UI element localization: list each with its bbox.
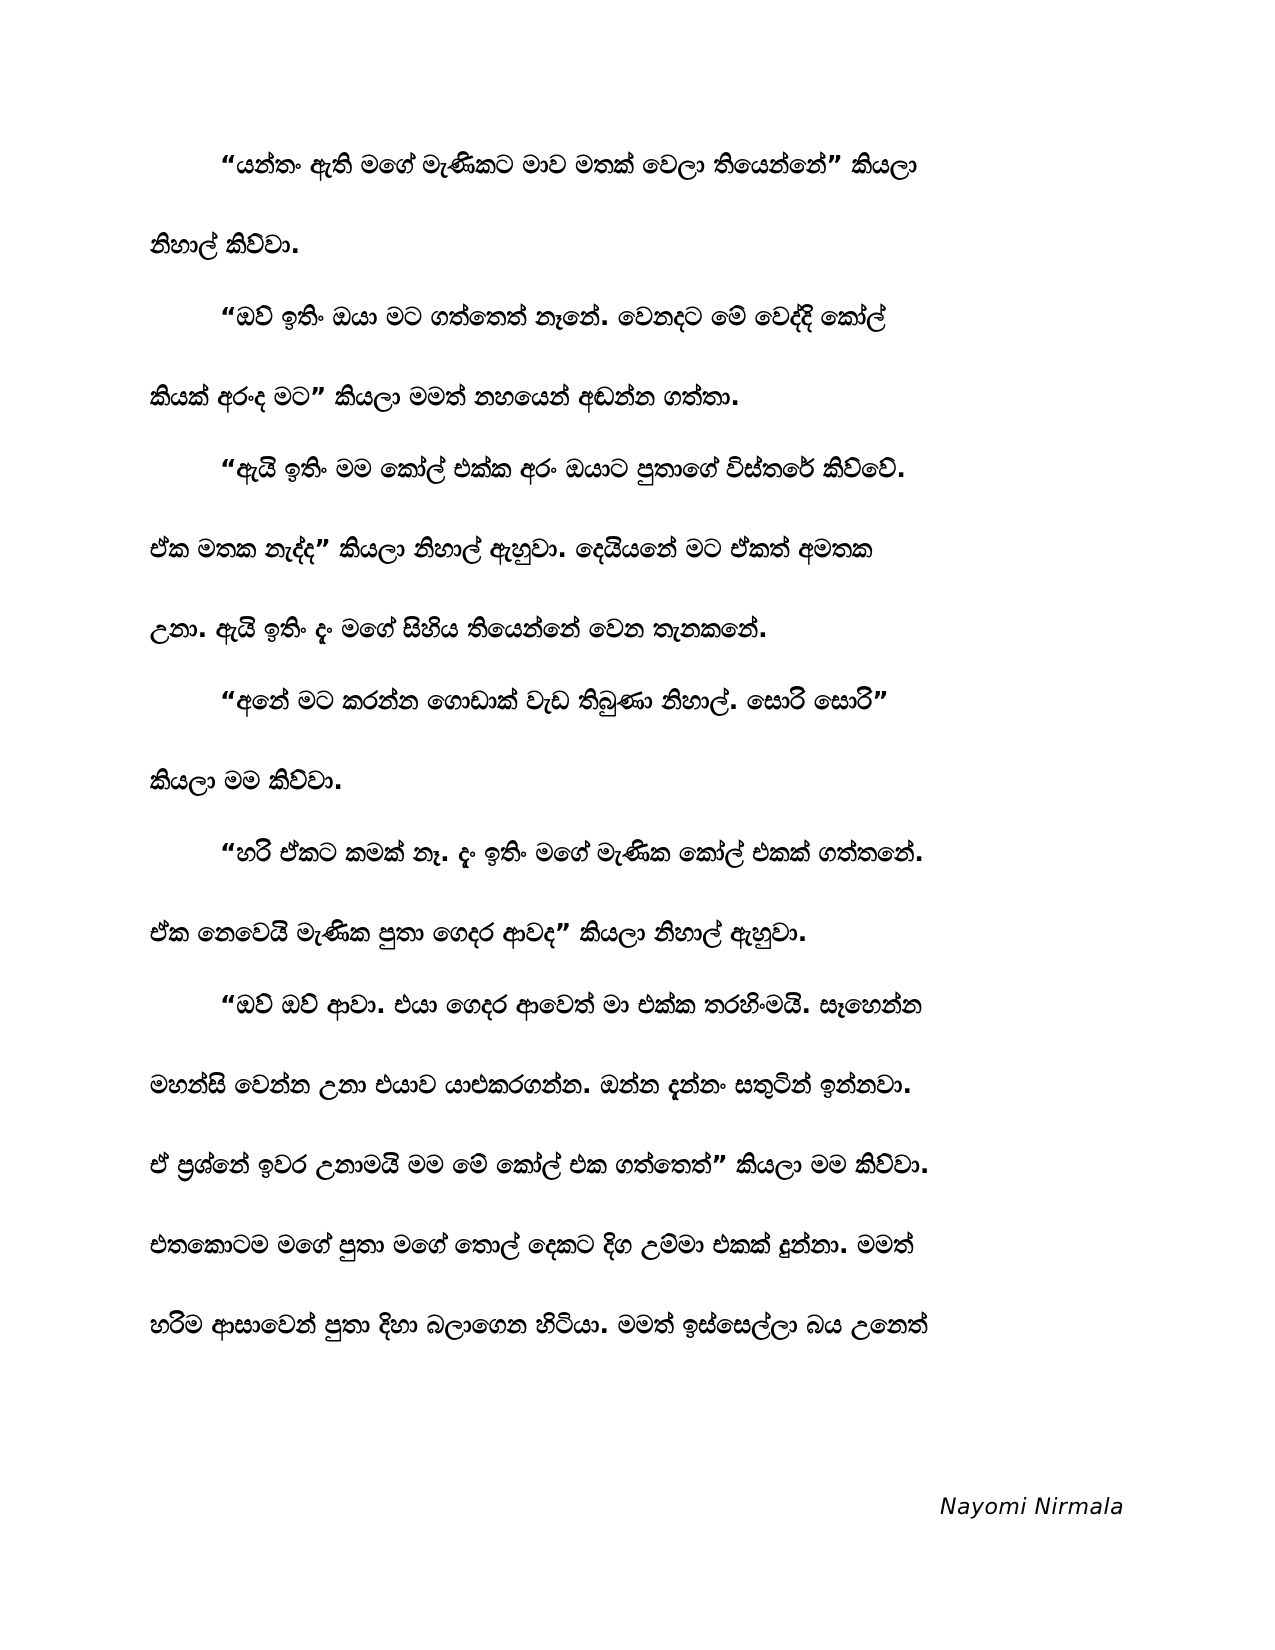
- text-line: මහන්සි වෙන්න උනා එයාව යාළුකරගන්න. ඔන්න දැන්නං සතුටින් ඉන්නවා.: [150, 1070, 913, 1099]
- text-line: “ඔව් ඉතිං ඔයා මට ගත්තෙත් නෑනේ. වෙනදට මේ වෙද්දි කෝල්: [220, 302, 886, 331]
- paragraph-3: [150, 452, 1125, 646]
- author-signature: Nayomi Nirmala: [940, 1495, 1125, 1520]
- paragraph-5: [150, 836, 1125, 950]
- paragraph-2: [150, 300, 1125, 414]
- text-line: ඒ ප්‍රශ්නේ ඉවර උනාමයි මම මේ කෝල් එක ගත්තෙත්” කියලා මම කිව්වා.: [150, 1150, 930, 1179]
- paragraph-1: [150, 148, 1125, 262]
- text-line: “ඔව් ඔව් ආවා. එයා ගෙදර ආවෙත් මා එක්ක තරහිංමයි. සෑහෙන්න: [220, 990, 922, 1019]
- text-line: හරිම ආසාවෙන් පුතා දිහා බලාගෙන හිටියා. මමත් ඉස්සෙල්ලා බය උනෙත්: [150, 1310, 928, 1339]
- text-line: නිහාල් කිව්වා.: [150, 230, 300, 259]
- text-line: “යන්තං ඇති මගේ මැණිකට මාව මතක් වෙලා තියෙන්නේ” කියලා: [220, 150, 918, 179]
- text-line: කියලා මම කිව්වා.: [150, 766, 343, 795]
- text-line: එතකොටම මගේ පුතා මගේ තොල් දෙකට දිග උම්මා එකක් දුන්නා. මමත්: [150, 1230, 914, 1259]
- text-line: ඒක මතක නැද්ද” කියලා නිහාල් ඇහුවා. දෙයියනේ මට ඒකත් අමතක: [150, 534, 873, 563]
- text-line: උනා. ඇයි ඉතිං දැං මගේ සිහිය තියෙන්නේ වෙන තැනකනේ.: [150, 614, 768, 643]
- text-line: “ඇයි ඉතිං මම කෝල් එක්ක අරං ඔයාට පුතාගේ විස්තරේ කිව්වේ.: [220, 454, 906, 483]
- text-line: “හරි ඒකට කමක් නෑ. දැං ඉතිං මගේ මැණික කෝල් එකක් ගත්තනේ.: [220, 838, 924, 867]
- paragraph-6: [150, 988, 1125, 1342]
- document-body: [150, 148, 1125, 1380]
- paragraph-4: [150, 684, 1125, 798]
- text-line: ඒක නෙවෙයි මැණික පුතා ගෙදර ආවද” කියලා නිහාල් ඇහුවා.: [150, 918, 808, 947]
- text-line: “අනේ මට කරන්න ගොඩාක් වැඩ තිබුණා නිහාල්. සොරි සොරි”: [220, 686, 889, 715]
- text-line: කියක් අරංද මට” කියලා මමත් නහයෙන් අඬන්න ගත්තා.: [150, 382, 740, 411]
